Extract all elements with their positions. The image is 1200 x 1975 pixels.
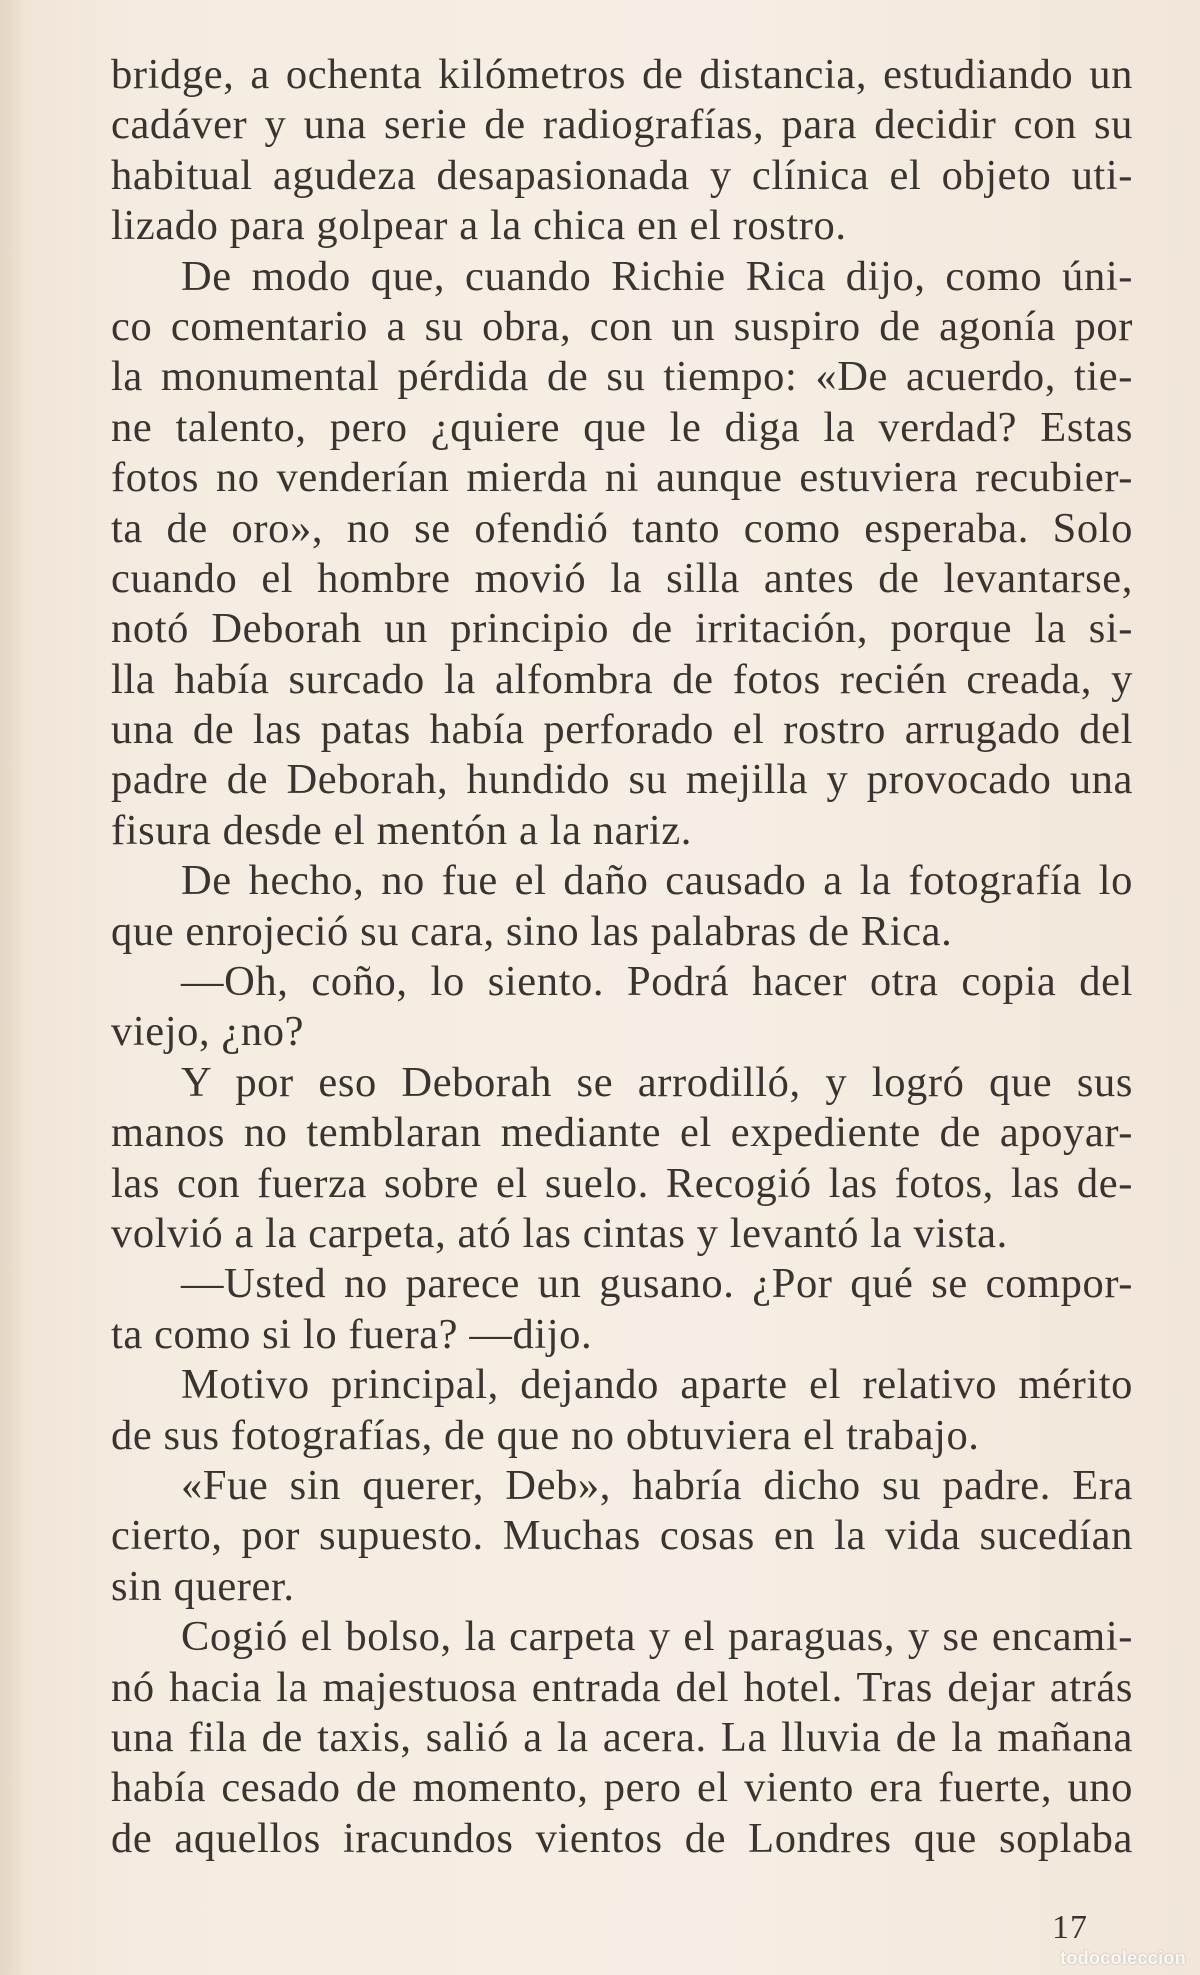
paragraph-first-line: De hecho, no fue el daño causado a la fotografía lo [181,857,1133,905]
paragraph-end-line: ta como si lo fuera? —dijo. [111,1310,593,1358]
text-line: bridge, a ochenta kilómetros de distancia, estudiando un [111,51,1133,98]
text-line: las con fuerza sobre el suelo. Recogió las fotos, las de- [111,1159,1133,1207]
paragraph-end-line: que enrojeció su cara, sino las palabras de Rica. [111,907,953,955]
text-line: ta de oro», no se ofendió tanto como esperaba. Solo [111,504,1133,552]
text-line: nó hacia la majestuosa entrada del hotel. Tras dejar atrás [111,1663,1133,1711]
text-line: ne talento, pero ¿quiere que le diga la verdad? Estas [111,403,1133,451]
paragraph-first-line: Motivo principal, dejando aparte el relativo mérito [181,1361,1133,1409]
page-edge-shadow [0,0,26,1975]
paragraph-first-line: Y por eso Deborah se arrodilló, y logró que sus [181,1058,1133,1106]
dialogue-line: —Oh, coño, lo siento. Podrá hacer otra copia del [181,958,1133,1006]
text-line: lla había surcado la alfombra de fotos recién creada, y [111,655,1133,703]
body-text [111,50,1133,1864]
text-line: padre de Deborah, hundido su mejilla y provocado una [111,756,1133,804]
text-line: fotos no venderían mierda ni aunque estuviera recubier- [111,454,1133,502]
paragraph-end-line: de sus fotografías, de que no obtuviera el trabajo. [111,1411,980,1459]
text-line: cadáver y una serie de radiografías, para decidir con su [111,101,1133,149]
text-line: cierto, por supuesto. Muchas cosas en la vida sucedían [111,1512,1133,1560]
text-line: notó Deborah un principio de irritación, porque la si- [111,605,1133,653]
paragraph-end-line: fisura desde el mentón a la nariz. [111,806,692,854]
text-line: cuando el hombre movió la silla antes de levantarse, [111,554,1133,602]
text-line: había cesado de momento, pero el viento era fuerte, uno [111,1764,1133,1812]
paragraph-first-line: «Fue sin querer, Deb», habría dicho su padre. Era [181,1461,1133,1509]
page-number: 17 [1052,1909,1088,1946]
dialogue-line: —Usted no parece un gusano. ¿Por qué se compor- [181,1260,1133,1308]
paragraph-end-line: volvió a la carpeta, ató las cintas y levantó la vista. [111,1209,1008,1257]
text-line: una de las patas había perforado el rostro arrugado del [111,706,1133,754]
text-line: habitual agudeza desapasionada y clínica el objeto uti- [111,151,1133,199]
text-line: manos no temblaran mediante el expediente de apoyar- [111,1109,1133,1157]
paragraph-first-line: Cogió el bolso, la carpeta y el paraguas, y se encami- [181,1613,1133,1661]
paragraph-end-line: sin querer. [111,1562,295,1610]
paragraph-first-line: De modo que, cuando Richie Rica dijo, como úni- [181,252,1133,300]
text-line: una fila de taxis, salió a la acera. La lluvia de la mañana [111,1713,1133,1761]
paragraph-end-line: viejo, ¿no? [111,1008,305,1056]
text-line: co comentario a su obra, con un suspiro de agonía por [111,302,1133,350]
text-line: de aquellos iracundos vientos de Londres que soplaba [111,1814,1133,1862]
paragraph-end-line: lizado para golpear a la chica en el rostro. [111,202,847,250]
watermark: todocoleccion [1060,1948,1186,1968]
text-line: la monumental pérdida de su tiempo: «De acuerdo, tie- [111,353,1133,401]
